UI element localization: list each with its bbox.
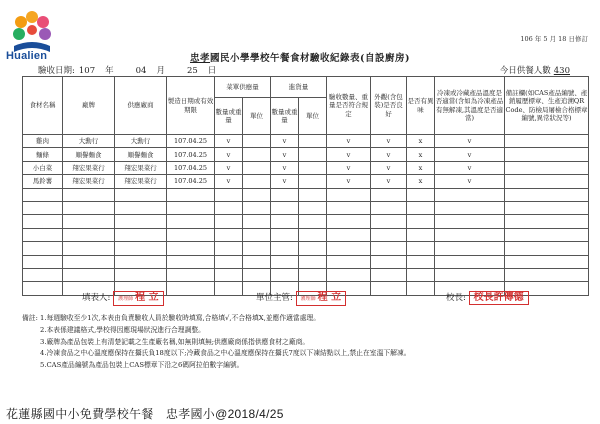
cell-match: [327, 228, 371, 241]
cell-veg-qty: [215, 201, 243, 214]
cell-match: v: [327, 161, 371, 174]
cell-remarks: [505, 148, 589, 161]
date-label: 驗收日期:: [38, 66, 75, 76]
school-name: 忠孝: [189, 53, 210, 64]
cell-match: [327, 268, 371, 281]
col-veg-group: 菜單供應量: [215, 77, 271, 98]
cell-in-unit: [299, 268, 327, 281]
flower-logo-icon: [8, 8, 56, 56]
notes-label: 備註:: [22, 314, 38, 322]
cell-in-qty: [271, 188, 299, 201]
cell-package: [371, 228, 407, 241]
cell-in-unit: [299, 161, 327, 174]
cell-brand: [63, 215, 115, 228]
unit-head-stamp: [296, 291, 347, 306]
cell-package: v: [371, 161, 407, 174]
filler-stamp-name: 程 立: [135, 292, 159, 303]
col-package: 外觀(含包裝)是否良好: [371, 77, 407, 135]
cell-veg-qty: v: [215, 135, 243, 148]
cell-veg-unit: [243, 201, 271, 214]
cell-odor: x: [407, 135, 435, 148]
note-item: 1.每週驗收至少1次,本表由負責驗收人員於驗收時填寫,合格填√,不合格填X,並應作適當處理。: [40, 314, 321, 322]
cell-temp: [435, 255, 505, 268]
cell-veg-unit: [243, 268, 271, 281]
cell-match: [327, 215, 371, 228]
cell-temp: [435, 215, 505, 228]
footer-caption: 花蓮縣國中小免費學校午餐 忠孝國小@2018/4/25: [6, 407, 284, 421]
cell-date: [167, 282, 215, 295]
cell-match: [327, 255, 371, 268]
cell-supplier: [115, 242, 167, 255]
cell-food: [23, 228, 63, 241]
cell-in-unit: [299, 175, 327, 188]
filler-stamp-title: 護理師: [118, 296, 134, 302]
cell-brand: [63, 242, 115, 255]
cell-supplier: [115, 188, 167, 201]
cell-package: [371, 255, 407, 268]
cell-in-unit: [299, 201, 327, 214]
date-month: 04: [135, 66, 147, 76]
cell-remarks: [505, 161, 589, 174]
date-day-unit: 日: [207, 66, 217, 76]
cell-veg-qty: [215, 215, 243, 228]
cell-veg-unit: [243, 188, 271, 201]
cell-temp: [435, 242, 505, 255]
brand-logo-text: Hualien: [6, 50, 48, 62]
cell-food: [23, 282, 63, 295]
cell-package: v: [371, 175, 407, 188]
col-in-unit: 單位: [299, 98, 327, 135]
cell-remarks: [505, 201, 589, 214]
cell-supplier: 順譽麵食: [115, 148, 167, 161]
table-row: [23, 242, 589, 255]
cell-in-unit: [299, 135, 327, 148]
cell-in-qty: [271, 268, 299, 281]
cell-in-qty: v: [271, 161, 299, 174]
cell-food: [23, 215, 63, 228]
cell-date: [167, 255, 215, 268]
table-row: [23, 148, 589, 161]
cell-remarks: [505, 268, 589, 281]
cell-package: [371, 268, 407, 281]
cell-odor: [407, 228, 435, 241]
cell-package: [371, 282, 407, 295]
cell-supplier: [115, 215, 167, 228]
cell-in-unit: [299, 255, 327, 268]
cell-supplier: 翔宏果菜行: [115, 175, 167, 188]
cell-veg-unit: [243, 242, 271, 255]
cell-in-unit: [299, 188, 327, 201]
cell-odor: x: [407, 148, 435, 161]
note-item: 4.冷凍食品之中心溫度應保持在攝氏負18度以下;冷藏食品之中心溫度應保持在攝氏7度以下凍結點以上,禁止在室溫下解凍。: [40, 349, 411, 358]
cell-temp: [435, 268, 505, 281]
cell-remarks: [505, 135, 589, 148]
cell-remarks: [505, 228, 589, 241]
cell-veg-qty: [215, 242, 243, 255]
filler-label: 填表人:: [82, 293, 111, 303]
cell-temp: v: [435, 148, 505, 161]
cell-remarks: [505, 188, 589, 201]
col-remarks: 備註欄(如CAS產品編號、產銷履歷標章、生產追溯QR Code、防檢局屠檢合格標章編號,異常狀況等): [505, 77, 589, 135]
table-row: [23, 215, 589, 228]
date-year-unit: 年: [105, 66, 114, 76]
cell-in-qty: v: [271, 148, 299, 161]
note-item: 3.廠牌為產品包裝上有清楚記載之生產廠名稱,如無則填無;供應廠商係指供應食材之廠商。: [40, 337, 310, 346]
cell-odor: [407, 282, 435, 295]
cell-package: [371, 215, 407, 228]
col-date: 製造日期或有效期限: [167, 77, 215, 135]
cell-temp: [435, 188, 505, 201]
cell-veg-qty: [215, 282, 243, 295]
cell-in-qty: [271, 242, 299, 255]
table-row: [23, 268, 589, 281]
cell-odor: [407, 201, 435, 214]
revision-date: 106 年 5 月 18 日修訂: [520, 35, 588, 43]
cell-remarks: [505, 175, 589, 188]
col-veg-qty: 數量或重量: [215, 98, 243, 135]
cell-food: 小白菜: [23, 161, 63, 174]
cell-package: v: [371, 148, 407, 161]
cell-package: [371, 242, 407, 255]
col-veg-unit: 單位: [243, 98, 271, 135]
cell-veg-qty: v: [215, 148, 243, 161]
cell-veg-qty: [215, 255, 243, 268]
note-item: 5.CAS產品編號為產品包裝上CAS標章下沿之6碼阿拉伯數字編號。: [40, 361, 244, 370]
col-brand: 廠牌: [63, 77, 115, 135]
page-title: [0, 50, 600, 64]
note-item: 2.本表係建議格式,學校得因應現場狀況進行合理調整。: [40, 325, 205, 334]
cell-in-qty: [271, 201, 299, 214]
cell-match: v: [327, 175, 371, 188]
cell-date: [167, 268, 215, 281]
col-supplier: 供應廠商: [115, 77, 167, 135]
date-month-unit: 月: [156, 66, 165, 76]
cell-brand: 順譽麵食: [63, 148, 115, 161]
filler-stamp: [113, 291, 164, 306]
cell-veg-unit: [243, 228, 271, 241]
notes-list: [40, 313, 411, 372]
col-food-name: 食材名稱: [23, 77, 63, 135]
filler-signature: [82, 291, 164, 306]
cell-supplier: [115, 255, 167, 268]
cell-veg-unit: [243, 148, 271, 161]
table-row: [23, 228, 589, 241]
cell-in-qty: [271, 255, 299, 268]
cell-food: 雞肉: [23, 135, 63, 148]
cell-date: [167, 242, 215, 255]
cell-veg-unit: [243, 135, 271, 148]
cell-match: [327, 242, 371, 255]
inspection-date: [38, 64, 238, 76]
col-odor: 是否有異味: [407, 77, 435, 135]
cell-temp: v: [435, 161, 505, 174]
cell-remarks: [505, 242, 589, 255]
cell-food: 麵條: [23, 148, 63, 161]
cell-temp: [435, 228, 505, 241]
cell-date: 107.04.25: [167, 161, 215, 174]
cell-temp: v: [435, 175, 505, 188]
date-year: 107: [78, 66, 96, 76]
table-row: [23, 255, 589, 268]
cell-package: v: [371, 135, 407, 148]
servings: [500, 64, 570, 76]
cell-date: [167, 228, 215, 241]
cell-brand: 大勳行: [63, 135, 115, 148]
cell-in-qty: v: [271, 135, 299, 148]
cell-package: [371, 188, 407, 201]
cell-in-unit: [299, 215, 327, 228]
cell-package: [371, 201, 407, 214]
cell-date: 107.04.25: [167, 135, 215, 148]
table-row: [23, 135, 589, 148]
table-row: [23, 201, 589, 214]
inspection-table: [22, 76, 589, 296]
cell-veg-qty: v: [215, 175, 243, 188]
table-row: [23, 175, 589, 188]
cell-brand: [63, 201, 115, 214]
cell-food: [23, 188, 63, 201]
cell-brand: [63, 228, 115, 241]
cell-in-unit: [299, 228, 327, 241]
cell-temp: [435, 201, 505, 214]
cell-supplier: [115, 201, 167, 214]
cell-in-qty: v: [271, 175, 299, 188]
col-in-qty: 數量或重量: [271, 98, 299, 135]
cell-food: [23, 268, 63, 281]
cell-date: [167, 215, 215, 228]
principal-signature: [446, 291, 529, 305]
cell-in-unit: [299, 242, 327, 255]
title-rest: 國民小學學校午餐食材驗收紀錄表(自設廚房): [210, 53, 410, 64]
cell-date: [167, 201, 215, 214]
table-row: [23, 161, 589, 174]
cell-food: 馬鈴薯: [23, 175, 63, 188]
unit-head-stamp-title: 護理師: [300, 296, 316, 302]
cell-date: 107.04.25: [167, 175, 215, 188]
cell-veg-unit: [243, 215, 271, 228]
cell-veg-qty: [215, 188, 243, 201]
cell-food: [23, 201, 63, 214]
cell-match: [327, 188, 371, 201]
cell-in-unit: [299, 148, 327, 161]
cell-veg-qty: v: [215, 161, 243, 174]
cell-match: [327, 201, 371, 214]
cell-odor: [407, 255, 435, 268]
cell-remarks: [505, 215, 589, 228]
cell-date: 107.04.25: [167, 148, 215, 161]
cell-date: [167, 188, 215, 201]
col-match: 驗收數量、重量是否符合規定: [327, 77, 371, 135]
cell-veg-unit: [243, 161, 271, 174]
cell-odor: [407, 242, 435, 255]
cell-supplier: 翔宏果菜行: [115, 161, 167, 174]
principal-stamp: 校長許傳德: [469, 291, 529, 305]
table-row: [23, 188, 589, 201]
cell-odor: [407, 188, 435, 201]
table-header-row: [23, 77, 589, 98]
cell-brand: [63, 188, 115, 201]
unit-head-signature: [256, 291, 346, 306]
col-temp: 冷凍或冷藏產品溫度是否適當(含如為冷凍產品有無解凍,其溫度是否適當): [435, 77, 505, 135]
cell-odor: x: [407, 175, 435, 188]
date-day: 25: [186, 66, 198, 76]
cell-supplier: [115, 228, 167, 241]
cell-remarks: [505, 255, 589, 268]
cell-veg-unit: [243, 175, 271, 188]
cell-brand: 翔宏果菜行: [63, 175, 115, 188]
notes: [22, 313, 580, 372]
cell-veg-qty: [215, 268, 243, 281]
unit-head-label: 單位主管:: [256, 293, 293, 303]
cell-match: v: [327, 135, 371, 148]
servings-label: 今日供餐人數: [499, 66, 551, 76]
cell-temp: v: [435, 135, 505, 148]
unit-head-stamp-name: 程 立: [317, 292, 342, 303]
cell-veg-unit: [243, 255, 271, 268]
cell-in-qty: [271, 228, 299, 241]
cell-supplier: 大勳行: [115, 135, 167, 148]
principal-label: 校長:: [446, 293, 466, 303]
cell-in-qty: [271, 215, 299, 228]
cell-food: [23, 255, 63, 268]
cell-supplier: [115, 268, 167, 281]
cell-veg-qty: [215, 228, 243, 241]
col-in-group: 進貨量: [271, 77, 327, 98]
cell-brand: 翔宏果菜行: [63, 161, 115, 174]
cell-match: v: [327, 148, 371, 161]
cell-odor: x: [407, 161, 435, 174]
servings-value: 430: [553, 66, 570, 76]
cell-brand: [63, 255, 115, 268]
cell-odor: [407, 215, 435, 228]
cell-odor: [407, 268, 435, 281]
cell-brand: [63, 268, 115, 281]
cell-food: [23, 242, 63, 255]
